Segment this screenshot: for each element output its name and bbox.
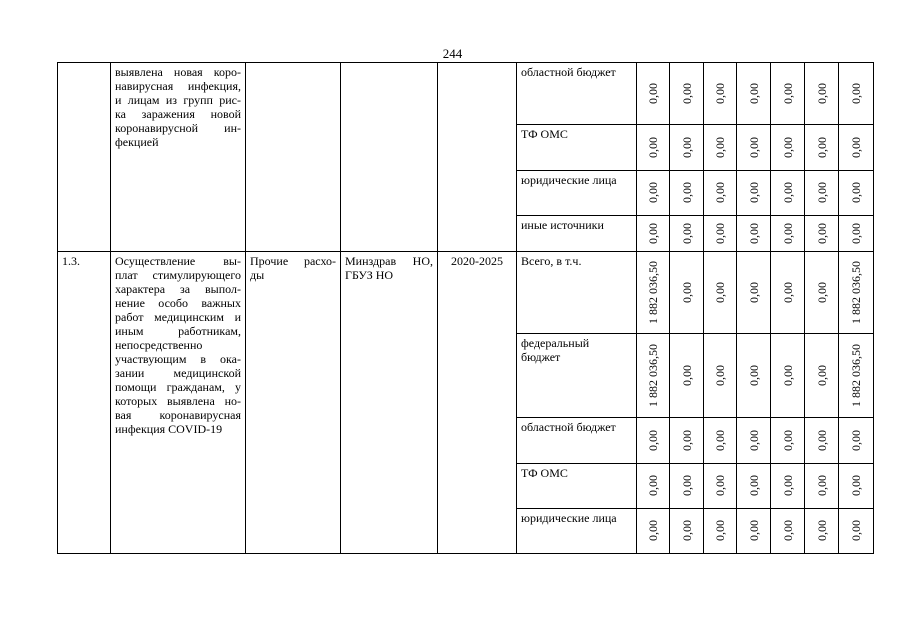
budget-table bbox=[57, 62, 874, 554]
amount-cell bbox=[637, 63, 670, 125]
funding-source-label: федеральный бюджет bbox=[521, 336, 590, 364]
item-description-line: выявлена новая коро- bbox=[115, 65, 241, 79]
amount-cell bbox=[839, 464, 874, 509]
amount-value: 0,00 bbox=[849, 136, 863, 158]
funding-source bbox=[517, 63, 637, 125]
amount-value: 1 882 036,50 bbox=[646, 343, 660, 407]
amount-cell bbox=[805, 464, 839, 509]
funding-source bbox=[517, 509, 637, 554]
amount-cell bbox=[670, 125, 704, 171]
item-description-line: участвующим в ока- bbox=[115, 352, 241, 366]
amount-cell bbox=[737, 464, 771, 509]
executor-cell bbox=[341, 63, 438, 252]
amount-cell bbox=[805, 252, 839, 334]
amount-cell bbox=[805, 418, 839, 464]
funding-source-label: ТФ ОМС bbox=[521, 466, 568, 480]
item-description-line: и лицам из групп рис- bbox=[115, 93, 241, 107]
funding-source bbox=[517, 125, 637, 171]
amount-cell bbox=[771, 464, 805, 509]
amount-value: 0,00 bbox=[780, 182, 795, 203]
item-description bbox=[111, 252, 246, 554]
amount-value: 0,00 bbox=[679, 136, 694, 158]
executor-text bbox=[341, 252, 437, 282]
amount-value: 0,00 bbox=[780, 136, 795, 158]
amount-value: 0,00 bbox=[746, 364, 761, 386]
amount-value: 0,00 bbox=[746, 182, 761, 203]
amount-value: 0,00 bbox=[646, 475, 660, 496]
amount-cell bbox=[670, 63, 704, 125]
amount-cell bbox=[704, 334, 737, 418]
amount-value: 0,00 bbox=[746, 82, 761, 104]
funding-source-label: юридические лица bbox=[521, 511, 617, 525]
amount-value: 0,00 bbox=[713, 136, 727, 158]
item-description-line: помощи гражданам, у bbox=[115, 380, 241, 394]
page-number: 244 bbox=[442, 46, 463, 61]
amount-cell bbox=[670, 334, 704, 418]
amount-value: 0,00 bbox=[780, 520, 795, 541]
amount-cell bbox=[704, 464, 737, 509]
amount-cell bbox=[839, 334, 874, 418]
amount-cell bbox=[771, 418, 805, 464]
amount-value: 0,00 bbox=[780, 281, 795, 303]
amount-cell bbox=[737, 171, 771, 216]
amount-value: 0,00 bbox=[679, 82, 694, 104]
item-number-cell bbox=[58, 252, 111, 554]
amount-cell bbox=[704, 171, 737, 216]
funding-source-label: юридические лица bbox=[521, 173, 617, 187]
amount-value: 0,00 bbox=[713, 364, 727, 386]
amount-cell bbox=[704, 418, 737, 464]
funding-source bbox=[517, 171, 637, 216]
amount-cell bbox=[704, 125, 737, 171]
amount-value: 0,00 bbox=[849, 520, 863, 541]
funding-source bbox=[517, 216, 637, 252]
amount-value: 0,00 bbox=[780, 475, 795, 496]
amount-cell bbox=[805, 509, 839, 554]
amount-value: 0,00 bbox=[814, 429, 829, 451]
executor-line: ГБУЗ НО bbox=[345, 268, 394, 282]
amount-cell bbox=[670, 171, 704, 216]
amount-value: 0,00 bbox=[849, 82, 863, 104]
item-description-line: Осуществление вы- bbox=[115, 254, 241, 268]
amount-cell bbox=[805, 125, 839, 171]
amount-value: 0,00 bbox=[814, 182, 829, 203]
amount-cell bbox=[737, 216, 771, 252]
funding-source bbox=[517, 334, 637, 418]
amount-value: 0,00 bbox=[713, 182, 727, 203]
funding-source bbox=[517, 464, 637, 509]
amount-value: 0,00 bbox=[814, 136, 829, 158]
amount-value: 0,00 bbox=[713, 520, 727, 541]
executor-line: Минздрав НО, bbox=[345, 254, 433, 268]
amount-cell bbox=[839, 63, 874, 125]
item-number: 1.3. bbox=[62, 254, 80, 268]
amount-value: 0,00 bbox=[713, 475, 727, 496]
amount-cell bbox=[704, 216, 737, 252]
amount-cell bbox=[637, 252, 670, 334]
amount-cell bbox=[839, 252, 874, 334]
amount-cell bbox=[670, 418, 704, 464]
amount-cell bbox=[637, 418, 670, 464]
expense-type-line: ды bbox=[250, 268, 265, 282]
amount-value: 0,00 bbox=[713, 281, 727, 303]
amount-cell bbox=[771, 509, 805, 554]
amount-value: 0,00 bbox=[646, 520, 660, 541]
amount-value: 0,00 bbox=[713, 429, 727, 451]
amount-value: 0,00 bbox=[646, 222, 660, 244]
item-description-text bbox=[111, 252, 245, 436]
item-description-line: зании медицинской bbox=[115, 366, 241, 380]
period: 2020-2025 bbox=[451, 254, 503, 268]
amount-cell bbox=[737, 418, 771, 464]
item-description-line: характера за выпол- bbox=[115, 282, 241, 296]
amount-value: 0,00 bbox=[713, 222, 727, 244]
amount-cell bbox=[771, 334, 805, 418]
funding-source bbox=[517, 252, 637, 334]
amount-cell bbox=[704, 63, 737, 125]
amount-value: 0,00 bbox=[849, 475, 863, 496]
amount-value: 0,00 bbox=[646, 82, 660, 104]
amount-value: 0,00 bbox=[679, 364, 694, 386]
item-description-line: иным работникам, bbox=[115, 324, 241, 338]
amount-cell bbox=[771, 252, 805, 334]
amount-cell bbox=[637, 171, 670, 216]
amount-cell bbox=[737, 63, 771, 125]
expense-type-cell bbox=[246, 63, 341, 252]
item-description-line: инфекция COVID-19 bbox=[115, 422, 223, 436]
amount-value: 0,00 bbox=[646, 429, 660, 451]
period-cell bbox=[438, 252, 517, 554]
table-row bbox=[58, 252, 874, 334]
amount-value: 0,00 bbox=[814, 222, 829, 244]
amount-cell bbox=[771, 216, 805, 252]
amount-value: 0,00 bbox=[814, 281, 829, 303]
amount-value: 0,00 bbox=[780, 364, 795, 386]
amount-cell bbox=[637, 464, 670, 509]
item-description-line: навирусная инфекция, bbox=[115, 79, 241, 93]
executor bbox=[341, 252, 438, 554]
amount-value: 0,00 bbox=[746, 475, 761, 496]
funding-source-label: иные источники bbox=[521, 218, 604, 232]
amount-cell bbox=[637, 334, 670, 418]
amount-value: 0,00 bbox=[679, 222, 694, 244]
amount-cell bbox=[771, 125, 805, 171]
amount-cell bbox=[805, 171, 839, 216]
amount-cell bbox=[805, 334, 839, 418]
amount-value: 0,00 bbox=[646, 136, 660, 158]
expense-type-line: Прочие расхо- bbox=[250, 254, 336, 268]
amount-value: 0,00 bbox=[746, 281, 761, 303]
amount-cell bbox=[637, 509, 670, 554]
item-description-line: работ медицинским и bbox=[115, 310, 241, 324]
amount-value: 0,00 bbox=[849, 429, 863, 451]
amount-cell bbox=[839, 171, 874, 216]
item-description-text bbox=[111, 63, 245, 149]
amount-value: 0,00 bbox=[713, 82, 727, 104]
expense-type bbox=[246, 252, 341, 554]
amount-cell bbox=[771, 171, 805, 216]
amount-cell bbox=[704, 509, 737, 554]
amount-value: 0,00 bbox=[814, 364, 829, 386]
item-description-line: которых выявлена но- bbox=[115, 394, 241, 408]
funding-source-label: областной бюджет bbox=[521, 420, 616, 434]
item-description-line: фекцией bbox=[115, 135, 159, 149]
amount-cell bbox=[839, 418, 874, 464]
amount-cell bbox=[839, 125, 874, 171]
amount-cell bbox=[805, 63, 839, 125]
amount-cell bbox=[839, 509, 874, 554]
amount-cell bbox=[737, 252, 771, 334]
item-description-line: коронавирусной ин- bbox=[115, 121, 241, 135]
amount-value: 0,00 bbox=[814, 475, 829, 496]
amount-value: 0,00 bbox=[814, 520, 829, 541]
amount-cell bbox=[704, 252, 737, 334]
amount-value: 0,00 bbox=[780, 222, 795, 244]
funding-source-label: ТФ ОМС bbox=[521, 127, 568, 141]
item-description-line: непосредственно bbox=[115, 338, 203, 352]
amount-value: 0,00 bbox=[746, 222, 761, 244]
amount-value: 0,00 bbox=[849, 222, 863, 244]
amount-value: 0,00 bbox=[679, 281, 694, 303]
table-row bbox=[58, 63, 874, 125]
amount-cell bbox=[737, 509, 771, 554]
amount-cell bbox=[805, 216, 839, 252]
period-cell bbox=[438, 63, 517, 252]
funding-source-label: Всего, в т.ч. bbox=[521, 254, 582, 268]
amount-cell bbox=[637, 125, 670, 171]
amount-value: 0,00 bbox=[780, 82, 795, 104]
amount-cell bbox=[839, 216, 874, 252]
expense-type-text bbox=[246, 252, 340, 282]
item-description-line: нение особо важных bbox=[115, 296, 241, 310]
amount-cell bbox=[670, 509, 704, 554]
amount-value: 1 882 036,50 bbox=[849, 260, 863, 324]
funding-source-label: областной бюджет bbox=[521, 65, 616, 79]
amount-value: 1 882 036,50 bbox=[849, 343, 863, 407]
item-description-line: вая коронавирусная bbox=[115, 408, 241, 422]
amount-value: 0,00 bbox=[679, 182, 694, 203]
amount-value: 0,00 bbox=[746, 136, 761, 158]
amount-value: 1 882 036,50 bbox=[646, 260, 660, 324]
amount-value: 0,00 bbox=[780, 429, 795, 451]
amount-cell bbox=[670, 464, 704, 509]
amount-value: 0,00 bbox=[679, 475, 694, 496]
item-number-cell bbox=[58, 63, 111, 252]
funding-source bbox=[517, 418, 637, 464]
amount-cell bbox=[637, 216, 670, 252]
item-description-line: ка заражения новой bbox=[115, 107, 241, 121]
item-description-line: плат стимулирующего bbox=[115, 268, 241, 282]
amount-value: 0,00 bbox=[646, 182, 660, 203]
amount-cell bbox=[737, 334, 771, 418]
amount-value: 0,00 bbox=[849, 182, 863, 203]
amount-value: 0,00 bbox=[679, 429, 694, 451]
amount-cell bbox=[670, 252, 704, 334]
amount-value: 0,00 bbox=[679, 520, 694, 541]
amount-value: 0,00 bbox=[746, 520, 761, 541]
amount-cell bbox=[670, 216, 704, 252]
amount-cell bbox=[771, 63, 805, 125]
amount-value: 0,00 bbox=[814, 82, 829, 104]
amount-value: 0,00 bbox=[746, 429, 761, 451]
item-description bbox=[111, 63, 246, 252]
amount-cell bbox=[737, 125, 771, 171]
